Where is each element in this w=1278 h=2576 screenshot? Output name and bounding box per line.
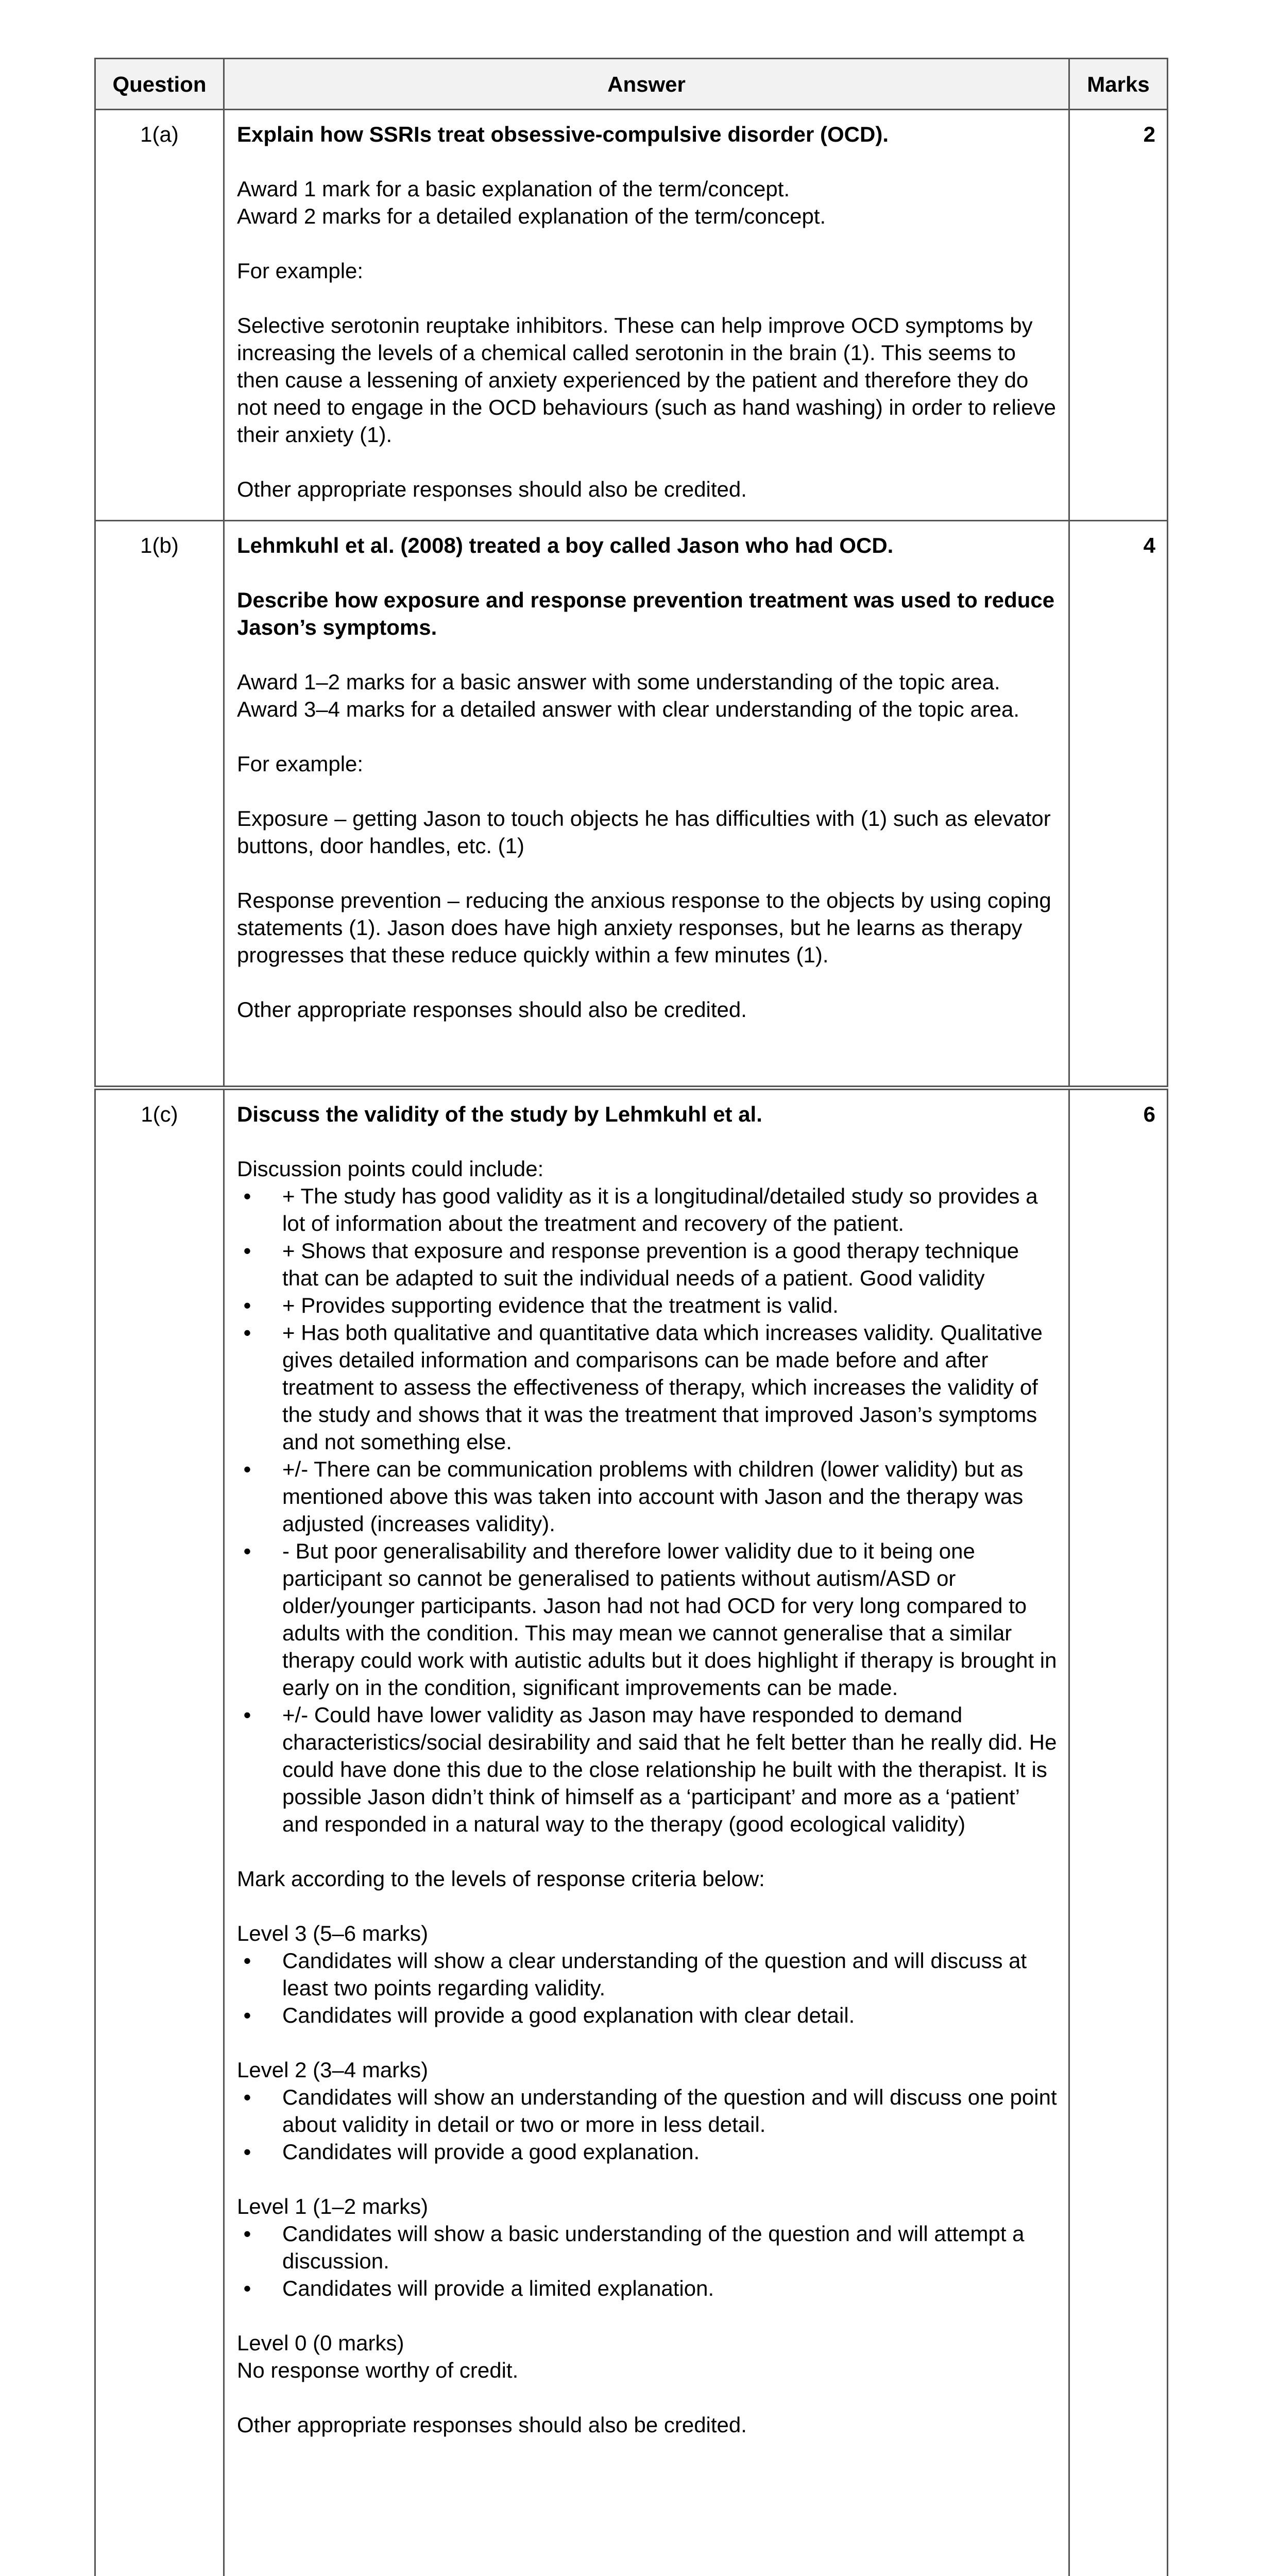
- other-responses-note: Other appropriate responses should also be credited.: [237, 2413, 747, 2437]
- level-criteria-list: [237, 2083, 1057, 2165]
- discussion-point-text: + Provides supporting evidence that the treatment is valid.: [282, 1293, 839, 1317]
- bullet-icon: •: [243, 1239, 251, 1263]
- level-title: Level 3 (5–6 marks): [237, 1921, 429, 1945]
- level-title: Level 0 (0 marks): [237, 2331, 404, 2355]
- level-criterion-text: Candidates will show an understanding of the question and will discuss one point about validity in detail or two or more in less detail.: [282, 2085, 1057, 2137]
- question-prompt: Explain how SSRIs treat obsessive-compulsive disorder (OCD).: [237, 122, 889, 146]
- discussion-point-text: + Shows that exposure and response prevention is a good therapy technique that can be adapted to suit the individual needs of a patient. Good validity: [282, 1239, 1019, 1290]
- discussion-point-text: + Has both qualitative and quantitative data which increases validity. Qualitative gives detailed information and comparisons can be made before and after treatment to assess the effectiveness of therapy, which increases the validity of the study and shows that it was the treatment that improved Jason’s symptoms and not something else.: [282, 1320, 1043, 1454]
- bullet-icon: •: [243, 1539, 251, 1563]
- level-criterion-text: Candidates will show a basic understanding of the question and will attempt a discussion.: [282, 2222, 1025, 2273]
- example-answer: Selective serotonin reuptake inhibitors. These can help improve OCD symptoms by increasing the levels of a chemical called serotonin in the brain (1). This seems to then cause a lessening of anxiety experienced by the patient and therefore they do not need to engage in the OCD behaviours (such as hand washing) in order to relieve their anxiety (1).: [237, 313, 1056, 447]
- other-responses-note: Other appropriate responses should also be credited.: [237, 477, 747, 501]
- award-line: Award 3–4 marks for a detailed answer with clear understanding of the topic area.: [237, 697, 1020, 721]
- other-responses-note: Other appropriate responses should also be credited.: [237, 997, 747, 1022]
- question-number: 1(c): [95, 1088, 224, 2576]
- discussion-point-text: + The study has good validity as it is a longitudinal/detailed study so provides a lot of information about the treatment and recovery of the patient.: [282, 1184, 1038, 1235]
- question-prompt: Describe how exposure and response prevention treatment was used to reduce Jason’s symptoms.: [237, 588, 1055, 639]
- bullet-icon: •: [243, 2140, 251, 2164]
- header-row: [95, 59, 1168, 110]
- discussion-points-list: [237, 1182, 1057, 1838]
- answer-column-header: Answer: [224, 59, 1069, 110]
- discussion-point: [237, 1455, 1057, 1537]
- discussion-point: [237, 1319, 1057, 1455]
- level-zero-text: No response worthy of credit.: [237, 2358, 519, 2382]
- level-criterion-text: Candidates will provide a good explanation.: [282, 2140, 700, 2164]
- bullet-icon: •: [243, 1948, 251, 1973]
- award-line: Award 1 mark for a basic explanation of the term/concept.: [237, 177, 790, 201]
- level-criterion: [237, 2138, 1057, 2165]
- level-criteria-list: [237, 1947, 1057, 2029]
- mark-scheme-table: [94, 58, 1168, 2576]
- award-line: Award 2 marks for a detailed explanation of the term/concept.: [237, 204, 826, 228]
- for-example-label: For example:: [237, 752, 364, 776]
- bullet-icon: •: [243, 1457, 251, 1481]
- for-example-label: For example:: [237, 259, 364, 283]
- bullet-icon: •: [243, 1703, 251, 1727]
- discussion-point: [237, 1182, 1057, 1237]
- level-criterion-text: Candidates will provide a good explanation with clear detail.: [282, 2003, 855, 2027]
- discussion-point-text: +/- There can be communication problems with children (lower validity) but as mentioned above this was taken into account with Jason and the therapy was adjusted (increases validity).: [282, 1457, 1024, 1536]
- discussion-point: [237, 1292, 1057, 1319]
- level-criterion: [237, 2220, 1057, 2275]
- level-criterion: [237, 2002, 1057, 2029]
- question-column-header: Question: [95, 59, 224, 110]
- levels-intro: Mark according to the levels of response criteria below:: [237, 1867, 765, 1891]
- answer-cell: [224, 521, 1069, 1088]
- answer-cell: [224, 1088, 1069, 2576]
- discussion-point: [237, 1701, 1057, 1838]
- level-criteria-list: [237, 2220, 1057, 2302]
- award-line: Award 1–2 marks for a basic answer with some understanding of the topic area.: [237, 670, 1000, 694]
- discussion-point-text: - But poor generalisability and therefore lower validity due to it being one participant so cannot be generalised to patients without autism/ASD or older/younger participants. Jason had not had OCD for very long compared to adults with the condition. This may mean we cannot generalise that a similar therapy could work with autistic adults but it does highlight if therapy is brought in early on in the condition, significant improvements can be made.: [282, 1539, 1057, 1700]
- bullet-icon: •: [243, 1184, 251, 1208]
- question-row-1c: [95, 1088, 1168, 2576]
- question-row-1b: [95, 521, 1168, 1088]
- example-answer: Exposure – getting Jason to touch objects he has difficulties with (1) such as elevator buttons, door handles, etc. (1): [237, 806, 1051, 858]
- marks-value: 2: [1069, 110, 1168, 521]
- level-criterion-text: Candidates will show a clear understanding of the question and will discuss at least two points regarding validity.: [282, 1948, 1027, 2000]
- marks-column-header: Marks: [1069, 59, 1168, 110]
- level-criterion: [237, 2275, 1057, 2302]
- bullet-icon: •: [243, 1320, 251, 1345]
- level-criterion-text: Candidates will provide a limited explanation.: [282, 2276, 714, 2300]
- bullet-icon: •: [243, 2003, 251, 2027]
- answer-cell: [224, 110, 1069, 521]
- bullet-icon: •: [243, 1293, 251, 1317]
- question-prompt: Discuss the validity of the study by Lehmkuhl et al.: [237, 1102, 762, 1126]
- discussion-point: [237, 1237, 1057, 1292]
- question-number: 1(b): [95, 521, 224, 1088]
- discussion-point-text: +/- Could have lower validity as Jason may have responded to demand characteristics/social desirability and said that he felt better than he really did. He could have done this due to the close relationship he built with the therapist. It is possible Jason didn’t think of himself as a ‘participant’ and more as a ‘patient’ and responded in a natural way to the therapy (good ecological validity): [282, 1703, 1057, 1836]
- question-row-1a: [95, 110, 1168, 521]
- marks-value: 4: [1069, 521, 1168, 1088]
- bullet-icon: •: [243, 2276, 251, 2300]
- example-answer: Response prevention – reducing the anxious response to the objects by using coping statements (1). Jason does have high anxiety responses, but he learns as therapy progresses that these reduce quickly within a few minutes (1).: [237, 888, 1051, 967]
- question-number: 1(a): [95, 110, 224, 521]
- bullet-icon: •: [243, 2222, 251, 2246]
- bullet-icon: •: [243, 2085, 251, 2109]
- mark-scheme-page: [94, 58, 1167, 2576]
- discussion-intro: Discussion points could include:: [237, 1157, 544, 1181]
- level-criterion: [237, 2083, 1057, 2138]
- level-criterion: [237, 1947, 1057, 2002]
- question-stem: Lehmkuhl et al. (2008) treated a boy called Jason who had OCD.: [237, 533, 894, 557]
- discussion-point: [237, 1537, 1057, 1701]
- level-title: Level 2 (3–4 marks): [237, 2058, 429, 2082]
- marks-value: 6: [1069, 1088, 1168, 2576]
- level-title: Level 1 (1–2 marks): [237, 2194, 429, 2218]
